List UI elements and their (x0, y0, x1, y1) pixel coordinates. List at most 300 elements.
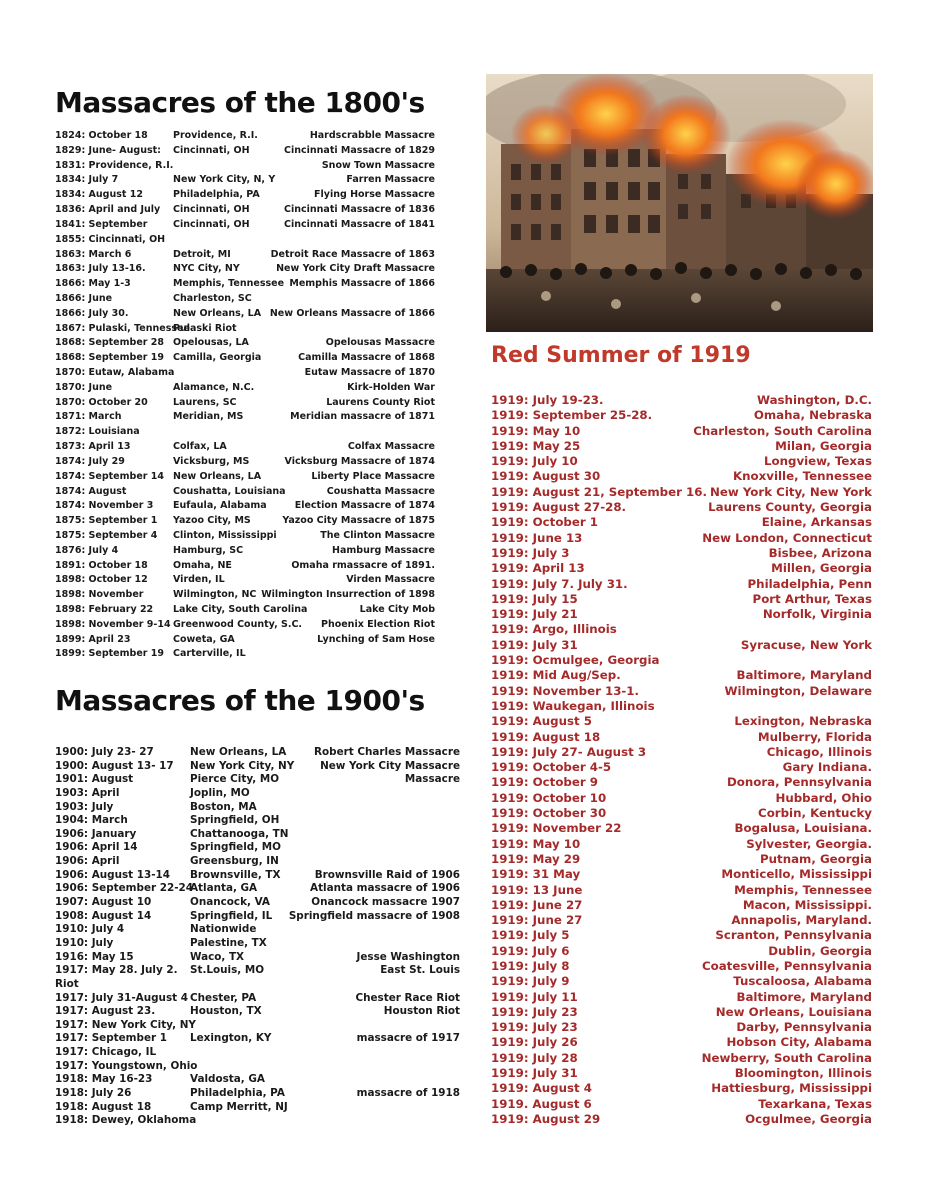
location-cell: Boston, MA (190, 800, 257, 813)
list-row (55, 978, 460, 992)
event-cell: New Orleans Massacre of 1866 (269, 307, 435, 319)
event-cell: Houston Riot (383, 1005, 460, 1018)
list-row (55, 499, 435, 514)
date-cell: 1919: May 10 (491, 836, 581, 851)
list-row (55, 937, 460, 951)
location-cell: Cincinnati, OH (173, 204, 250, 216)
event-cell: Millen, Georgia (771, 561, 872, 576)
list-row (491, 1005, 872, 1020)
location-cell: Wilmington, NC (173, 589, 257, 601)
location-cell: Hamburg, SC (173, 544, 244, 556)
date-cell: 1866: July 30. (55, 307, 129, 319)
list-row (55, 1019, 460, 1033)
location-cell: Carterville, IL (173, 648, 246, 660)
location-cell: NYC City, NY (173, 263, 240, 275)
event-cell: Wilmington Insurrection of 1898 (261, 589, 435, 601)
date-cell: 1870: Eutaw, Alabama (55, 367, 175, 378)
location-cell: Nationwide (190, 923, 257, 936)
event-cell: Norfolk, Virginia (762, 607, 872, 622)
list-row (491, 500, 872, 515)
event-cell: Annapolis, Maryland. (731, 913, 872, 928)
list-row (55, 618, 435, 633)
location-cell: Memphis, Tennessee (173, 278, 285, 290)
location-cell: Houston, TX (190, 1005, 262, 1018)
list-row (491, 577, 872, 592)
location-cell: Palestine, TX (190, 936, 267, 949)
list-row (55, 544, 435, 559)
list-row (491, 668, 872, 683)
list-row (491, 638, 872, 653)
date-cell: 1919: July 26 (491, 1035, 578, 1050)
event-cell: Washington, D.C. (756, 393, 872, 407)
event-cell: Chicago, Illinois (766, 744, 872, 759)
list-row (491, 592, 872, 607)
date-cell: 1900: July 23- 27 (55, 746, 154, 758)
list-row (55, 366, 435, 381)
event-cell: Eutaw Massacre of 1870 (304, 367, 435, 378)
date-cell: 1872: Louisiana (55, 426, 140, 438)
date-cell: 1899: April 23 (55, 633, 131, 645)
date-cell: 1919. August 6 (491, 1096, 592, 1111)
date-cell: 1917: September 1 (55, 1032, 167, 1045)
date-cell: 1919: April 13 (491, 561, 585, 576)
list-row (55, 647, 435, 662)
date-cell: 1919: November 13-1. (491, 683, 639, 698)
date-cell: 1906: September 22-24 (55, 882, 193, 895)
list-row (491, 913, 872, 928)
list-row (55, 869, 460, 883)
date-cell: 1874: November 3 (55, 500, 154, 512)
date-cell: 1919: May 10 (491, 423, 581, 438)
date-cell: 1918: May 16-23 (55, 1073, 153, 1086)
list-row (491, 469, 872, 484)
list-row (55, 159, 435, 174)
event-cell: Yazoo City Massacre of 1875 (282, 515, 435, 527)
list-row (55, 787, 460, 801)
date-cell: 1904: March (55, 814, 128, 827)
list-1900s (55, 746, 460, 1128)
date-cell: 1875: September 1 (55, 515, 158, 527)
date-cell: 1919: July 5 (491, 928, 570, 943)
date-cell: 1855: Cincinnati, OH (55, 233, 166, 245)
date-cell: 1866: June (55, 292, 113, 304)
list-row (491, 531, 872, 546)
date-cell: 1919: June 13 (491, 530, 583, 545)
list-row (491, 439, 872, 454)
date-cell: 1919: July 31 (491, 1066, 578, 1081)
list-row (55, 1060, 460, 1074)
event-cell: Putnam, Georgia (760, 851, 872, 866)
date-cell: 1831: Providence, R.I. (55, 159, 174, 171)
list-row (55, 248, 435, 263)
list-row (55, 603, 435, 618)
date-cell: 1919: June 27 (491, 913, 583, 928)
date-cell: 1919: 13 June (491, 882, 583, 897)
date-cell: 1919: October 4-5 (491, 760, 612, 775)
list-1800s (55, 129, 435, 662)
event-cell: Jesse Washington (356, 950, 460, 963)
event-cell: Bogalusa, Louisiana. (734, 821, 872, 836)
list-row (491, 424, 872, 439)
date-cell: 1834: August 12 (55, 189, 143, 201)
date-cell: 1919: June 27 (491, 897, 583, 912)
location-cell: New York City, NY (190, 759, 295, 772)
date-cell: 1919: Argo, Illinois (491, 622, 617, 637)
event-cell: Tuscaloosa, Alabama (733, 974, 872, 989)
event-cell: Cincinnati Massacre of 1829 (284, 144, 435, 156)
location-cell: Philadelphia, PA (173, 189, 260, 201)
list-row (55, 351, 435, 366)
list-row (55, 951, 460, 965)
date-cell: 1898: November (55, 589, 144, 601)
event-cell: Detroit Race Massacre of 1863 (270, 248, 435, 260)
date-cell: 1841: September (55, 218, 148, 230)
date-cell: 1919: July 28 (491, 1050, 578, 1065)
date-cell: 1863: March 6 (55, 248, 132, 260)
event-cell: Hamburg Massacre (332, 544, 435, 556)
list-row (491, 821, 872, 836)
event-cell: Camilla Massacre of 1868 (298, 352, 435, 364)
location-cell: New York City, N, Y (173, 174, 276, 186)
location-cell: Chester, PA (190, 991, 257, 1004)
list-row (491, 1112, 872, 1127)
list-row (55, 814, 460, 828)
event-cell: Coatesville, Pennsylvania (701, 958, 872, 973)
list-row (491, 714, 872, 729)
date-cell: 1919: October 10 (491, 790, 607, 805)
list-row (55, 760, 460, 774)
date-cell: 1919: July 23 (491, 1004, 578, 1019)
date-cell: 1834: July 7 (55, 174, 119, 186)
location-cell: Charleston, SC (173, 292, 252, 304)
list-row (491, 867, 872, 882)
date-cell: 1919: Waukegan, Illinois (491, 698, 655, 713)
event-cell: Colfax Massacre (347, 441, 435, 453)
event-cell: Hattiesburg, Mississippi (711, 1081, 872, 1096)
event-cell: Elaine, Arkansas (761, 515, 872, 530)
date-cell: 1918: July 26 (55, 1087, 132, 1100)
location-cell: Joplin, MO (190, 786, 250, 799)
location-cell: Coushatta, Louisiana (173, 485, 286, 497)
list-row (55, 896, 460, 910)
date-cell: 1898: October 12 (55, 574, 148, 586)
date-cell: 1917: May 28. July 2. (55, 964, 178, 977)
event-cell: The Clinton Massacre (320, 529, 435, 541)
list-row (55, 173, 435, 188)
list-row (491, 408, 872, 423)
event-cell: Macon, Mississippi. (742, 897, 872, 912)
date-cell: 1907: August 10 (55, 896, 152, 909)
event-cell: Phoenix Election Riot (320, 618, 435, 630)
location-cell: Cincinnati, OH (173, 218, 250, 230)
event-cell: Onancock massacre 1907 (311, 896, 460, 909)
list-row (491, 561, 872, 576)
date-cell: 1870: October 20 (55, 396, 148, 408)
list-row (491, 775, 872, 790)
date-cell: 1916: May 15 (55, 950, 134, 963)
date-cell: 1908: August 14 (55, 909, 152, 922)
event-cell: Massacre (404, 773, 460, 786)
event-cell: Liberty Place Massacre (311, 470, 435, 482)
event-cell: Omaha, Nebraska (753, 408, 872, 423)
event-cell: Atlanta massacre of 1906 (310, 882, 460, 895)
event-cell: New York City Draft Massacre (276, 263, 435, 275)
date-cell: 1919: July 31 (491, 637, 578, 652)
list-row (55, 964, 460, 978)
list-row (491, 959, 872, 974)
location-cell: Coweta, GA (173, 633, 235, 645)
date-cell: 1919: July 6 (491, 943, 570, 958)
list-row (55, 923, 460, 937)
event-cell: Farren Massacre (346, 174, 435, 186)
list-row (491, 485, 872, 500)
list-row (55, 841, 460, 855)
event-cell: Election Massacre of 1874 (294, 500, 435, 512)
heading-red-summer: Red Summer of 1919 (491, 343, 751, 368)
list-row (55, 336, 435, 351)
event-cell: New York City Massacre (320, 759, 460, 772)
date-cell: 1917: Chicago, IL (55, 1046, 157, 1059)
date-cell: 1919: Ocmulgee, Georgia (491, 653, 660, 668)
event-cell: Laurens County Riot (326, 396, 435, 408)
list-row (55, 1005, 460, 1019)
event-cell: East St. Louis (380, 964, 460, 977)
list-row (491, 852, 872, 867)
location-cell: New Orleans, LA (190, 746, 287, 758)
date-cell: 1874: July 29 (55, 455, 125, 467)
event-cell: Corbin, Kentucky (758, 806, 872, 821)
list-row (55, 559, 435, 574)
location-cell: Omaha, NE (173, 559, 232, 571)
date-cell: 1874: August (55, 485, 127, 497)
location-cell: Cincinnati, OH (173, 144, 250, 156)
event-cell: Bisbee, Arizona (768, 545, 872, 560)
list-row (491, 883, 872, 898)
date-cell: 1919: August 4 (491, 1081, 593, 1096)
date-cell: 1919: May 25 (491, 438, 581, 453)
event-cell: Baltimore, Maryland (736, 989, 872, 1004)
event-cell: Hubbard, Ohio (775, 790, 872, 805)
location-cell: Valdosta, GA (190, 1073, 265, 1086)
list-row (491, 837, 872, 852)
list-row (55, 277, 435, 292)
date-cell: 1903: July (55, 800, 114, 813)
date-cell: 1824: October 18 (55, 130, 148, 141)
event-cell: Flying Horse Massacre (314, 189, 435, 201)
date-cell: 1919: July 19-23. (491, 393, 604, 407)
list-row (491, 515, 872, 530)
event-cell: Charleston, South Carolina (693, 423, 872, 438)
heading-1900s: Massacres of the 1900's (55, 684, 425, 717)
list-row (55, 262, 435, 277)
list-row (491, 760, 872, 775)
list-row (491, 607, 872, 622)
event-cell: Memphis, Tennessee (734, 882, 872, 897)
event-cell: Omaha rmassacre of 1891. (291, 559, 435, 571)
location-cell: New Orleans, LA (173, 307, 262, 319)
location-cell: Virden, IL (173, 574, 225, 586)
date-cell: 1906: August 13-14 (55, 868, 170, 881)
event-cell: Virden Massacre (346, 574, 435, 586)
location-cell: New Orleans, LA (173, 470, 262, 482)
list-row (55, 381, 435, 396)
date-cell: 1873: April 13 (55, 441, 131, 453)
event-cell: Opelousas Massacre (325, 337, 435, 349)
list-row (491, 730, 872, 745)
date-cell: 1919: May 29 (491, 851, 581, 866)
date-cell: 1868: September 28 (55, 337, 164, 349)
location-cell: Greenwood County, S.C. (173, 618, 303, 630)
list-row (491, 1097, 872, 1112)
date-cell: 1875: September 4 (55, 529, 158, 541)
date-cell: 1899: September 19 (55, 648, 164, 660)
date-cell: 1919: July 7. July 31. (491, 576, 628, 591)
date-cell: 1919: August 5 (491, 714, 593, 729)
location-cell: Greensburg, IN (190, 855, 279, 868)
list-row (491, 393, 872, 408)
date-cell: 1919: July 11 (491, 989, 578, 1004)
event-cell: Snow Town Massacre (321, 159, 435, 171)
event-cell: New London, Connecticut (702, 530, 872, 545)
date-cell: 1917: August 23. (55, 1005, 156, 1018)
event-cell: Lake City Mob (359, 604, 435, 615)
list-row (55, 1073, 460, 1087)
event-cell: Scranton, Pennsylvania (715, 928, 872, 943)
date-cell: 1919: August 18 (491, 729, 601, 744)
date-cell: 1919: November 22 (491, 821, 622, 836)
location-cell: Meridian, MS (173, 411, 244, 423)
list-row (491, 622, 872, 637)
event-cell: massacre of 1917 (356, 1032, 460, 1045)
location-cell: Chattanooga, TN (190, 827, 289, 840)
event-cell: Donora, Pennsylvania (726, 775, 872, 790)
location-cell: Springfield, MO (190, 841, 281, 854)
event-cell: Bloomington, Illinois (734, 1066, 872, 1081)
date-cell: 1918: August 18 (55, 1100, 152, 1113)
list-row (491, 806, 872, 821)
location-cell: St.Louis, MO (190, 964, 265, 977)
list-row (55, 1114, 460, 1128)
event-cell: Brownsville Raid of 1906 (314, 868, 460, 881)
date-cell: 1919: October 9 (491, 775, 599, 790)
list-row (55, 1101, 460, 1115)
date-cell: 1919: July 15 (491, 591, 578, 606)
date-cell: 1910: July 4 (55, 923, 125, 936)
location-cell: Philadelphia, PA (190, 1087, 285, 1100)
event-cell: Vicksburg Massacre of 1874 (284, 455, 435, 467)
location-cell: Onancock, VA (190, 896, 270, 909)
list-row (55, 910, 460, 924)
list-row (55, 633, 435, 648)
event-cell: Newberry, South Carolina (701, 1050, 872, 1065)
list-row (491, 944, 872, 959)
list-row (491, 928, 872, 943)
date-cell: 1876: July 4 (55, 544, 119, 556)
date-cell: 1918: Dewey, Oklahoma (55, 1114, 197, 1127)
date-cell: 1917: Youngstown, Ohio (55, 1059, 198, 1072)
event-cell: Dublin, Georgia (768, 943, 872, 958)
location-cell: Colfax, LA (173, 441, 227, 453)
event-cell: Laurens County, Georgia (708, 500, 872, 515)
list-red-summer (491, 393, 872, 1127)
date-cell: 1868: September 19 (55, 352, 164, 364)
date-cell: 1906: April (55, 855, 120, 868)
event-cell: Cincinnati Massacre of 1836 (284, 204, 435, 216)
event-cell: Syracuse, New York (740, 637, 872, 652)
list-row (491, 898, 872, 913)
event-cell: Hardscrabble Massacre (309, 130, 435, 141)
event-cell: Lexington, Nebraska (734, 714, 872, 729)
date-cell: 1919: October 1 (491, 515, 599, 530)
list-row (55, 529, 435, 544)
date-cell: 1919: August 21, September 16. (491, 484, 707, 499)
date-cell: 1891: October 18 (55, 559, 148, 571)
event-cell: Hobson City, Alabama (726, 1035, 872, 1050)
date-cell: 1917: New York City, NY (55, 1018, 196, 1031)
event-cell: Meridian massacre of 1871 (290, 411, 435, 423)
location-cell: Providence, R.I. (173, 130, 258, 141)
event-cell: Monticello, Mississippi (721, 867, 872, 882)
event-cell: Springfield massacre of 1908 (288, 909, 460, 922)
event-cell: Cincinnati Massacre of 1841 (284, 218, 435, 230)
location-cell: Atlanta, GA (190, 882, 258, 895)
list-row (55, 218, 435, 233)
location-cell: Brownsville, TX (190, 868, 281, 881)
list-row (491, 454, 872, 469)
list-row (491, 1035, 872, 1050)
event-cell: Memphis Massacre of 1866 (289, 278, 435, 290)
location-cell: Lexington, KY (190, 1032, 272, 1045)
event-cell: Chester Race Riot (355, 991, 460, 1004)
event-cell: Mulberry, Florida (757, 729, 872, 744)
date-cell: 1919: July 21 (491, 607, 578, 622)
list-row (55, 440, 435, 455)
location-cell: Detroit, MI (173, 248, 231, 260)
date-cell: 1919: August 30 (491, 469, 601, 484)
list-row (55, 514, 435, 529)
location-cell: Vicksburg, MS (173, 455, 250, 467)
date-cell: 1919: July 27- August 3 (491, 744, 647, 759)
location-cell: Opelousas, LA (173, 337, 249, 349)
list-row (55, 307, 435, 322)
event-cell: Coushatta Massacre (326, 485, 435, 497)
date-cell: 1919: September 25-28. (491, 408, 653, 423)
date-cell: 1900: August 13- 17 (55, 759, 174, 772)
heading-1800s: Massacres of the 1800's (55, 86, 425, 119)
list-row (55, 470, 435, 485)
date-cell: 1836: April and July (55, 204, 161, 216)
list-row (55, 396, 435, 411)
list-row (55, 882, 460, 896)
event-cell: Darby, Pennsylvania (736, 1020, 872, 1035)
date-cell: 1919: August 27-28. (491, 500, 627, 515)
date-cell: 1910: July (55, 936, 114, 949)
location-cell: Pierce City, MO (190, 773, 280, 786)
date-cell: 1919: October 30 (491, 806, 607, 821)
date-cell: 1898: February 22 (55, 604, 154, 615)
list-row (55, 203, 435, 218)
date-cell: 1919: July 3 (491, 545, 570, 560)
event-cell: Philadelphia, Penn (747, 576, 872, 591)
location-cell: Laurens, SC (173, 396, 237, 408)
date-cell: 1870: June (55, 381, 113, 393)
date-cell: Riot (55, 977, 79, 990)
date-cell: 1829: June- August: (55, 144, 161, 156)
list-row (55, 455, 435, 470)
list-row (491, 990, 872, 1005)
list-row (491, 653, 872, 668)
event-cell: Knoxville, Tennessee (733, 469, 872, 484)
